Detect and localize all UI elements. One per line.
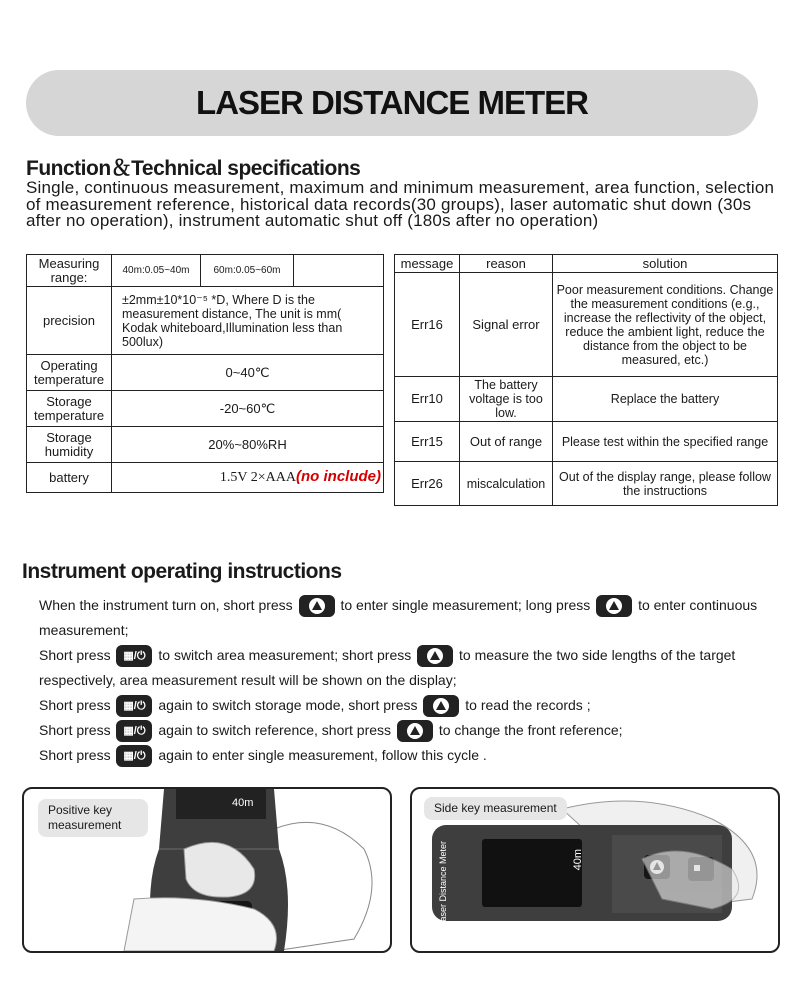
header-solution: solution [553,255,778,273]
instruction-line [22,643,782,693]
error-code: Err10 [395,377,460,422]
battery-note: (no include) [296,468,381,485]
error-reason: The battery voltage is too low. [460,377,553,422]
error-solution: Replace the battery [553,377,778,422]
measure-key-icon [397,720,433,742]
device-screen-reading: 40m [572,849,584,871]
storage-temp-value: -20~60℃ [112,391,384,427]
photo-caption: Side key measurement [424,797,567,820]
error-solution: Please test within the specified range [553,422,778,462]
device-screen-reading: 40m [232,797,254,809]
header-reason: reason [460,255,553,273]
instruction-text: again to switch storage mode, short press [158,697,418,713]
header-message: message [395,255,460,273]
battery-value-cell [112,463,384,493]
table-row [395,462,778,506]
error-reason: Out of range [460,422,553,462]
table-row [395,422,778,462]
device-side-label: Laser Distance Meter [438,841,448,927]
mode-power-key-icon: ▦/⏻ [116,745,152,767]
storage-humidity-value: 20%~80%RH [112,427,384,463]
function-section-title: Function＆Technical specifications [26,157,361,180]
error-solution: Poor measurement conditions. Change the measurement conditions (e.g., increase the reflectivity of the object, reduce the ambient light, reduce the distance from the object to be measured, etc.) [553,273,778,377]
instruction-text: When the instrument turn on, short press [39,597,293,613]
error-code: Err16 [395,273,460,377]
empty-cell [294,255,384,287]
spec-label: Operating temperature [27,355,112,391]
spec-label: Storage temperature [27,391,112,427]
function-description: Single, continuous measurement, maximum and minimum measurement, area function, selection of measurement reference, historical data records(30 groups), laser automatic shut down (30s after no operation), instrument automatic shut off (180s after no operation) [26,178,775,230]
measure-key-icon [417,645,453,667]
spec-label: battery [27,463,112,493]
mode-power-key-icon: ▦/⏻ [116,645,152,667]
error-reason: Signal error [460,273,553,377]
spec-table [26,254,384,493]
instruction-text: to switch area measurement; short press [158,647,412,663]
instruction-line [22,743,782,768]
error-solution: Out of the display range, please follow the instructions [553,462,778,506]
precision-value: ±2mm±10*10⁻⁵ *D, Where D is the measurement distance, The unit is mm( Kodak whiteboard,Illumination less than 500lux) [112,287,384,355]
photo-caption: Positive key measurement [38,799,148,837]
error-table [394,254,778,506]
error-code: Err26 [395,462,460,506]
error-reason: miscalculation [460,462,553,506]
instructions-body [22,593,782,768]
side-key-photo [410,787,780,953]
range-option-40m: 40m:0.05~40m [112,255,201,287]
instruction-text: again to switch reference, short press [158,722,392,738]
instruction-text: to change the front reference; [438,722,623,738]
range-option-60m: 60m:0.05~60m [201,255,294,287]
instruction-text: Short press [39,697,111,713]
page-title: LASER DISTANCE METER [196,84,588,121]
mode-power-key-icon: ▦/⏻ [116,720,152,742]
spec-label: Storage humidity [27,427,112,463]
spec-label: precision [27,287,112,355]
instruction-text: to enter single measurement; long press [340,597,591,613]
instruction-line [22,693,782,718]
measure-key-icon [596,595,632,617]
spec-label: Measuring range: [27,255,112,287]
instruction-text: Short press [39,722,111,738]
error-code: Err15 [395,422,460,462]
table-row [395,273,778,377]
instruction-text: to read the records ; [465,697,591,713]
instruction-text: Short press [39,747,111,763]
title-banner [26,70,758,136]
measure-key-icon [423,695,459,717]
instruction-text: to measure the two side lengths of the target respectively, area measurement result will be shown on the display; [39,647,736,688]
instructions-title: Instrument operating instructions [22,560,342,583]
instruction-line [22,593,782,643]
operating-temp-value: 0~40℃ [112,355,384,391]
measure-key-icon [299,595,335,617]
instruction-line [22,718,782,743]
instruction-text: Short press [39,647,111,663]
instruction-text: again to enter single measurement, follow this cycle . [158,747,487,763]
table-row [395,377,778,422]
mode-power-key-icon: ▦/⏻ [116,695,152,717]
battery-value: 1.5V 2×AAA [219,470,296,485]
instruction-text: to enter continuous measurement; [39,597,758,638]
positive-key-photo [22,787,392,953]
